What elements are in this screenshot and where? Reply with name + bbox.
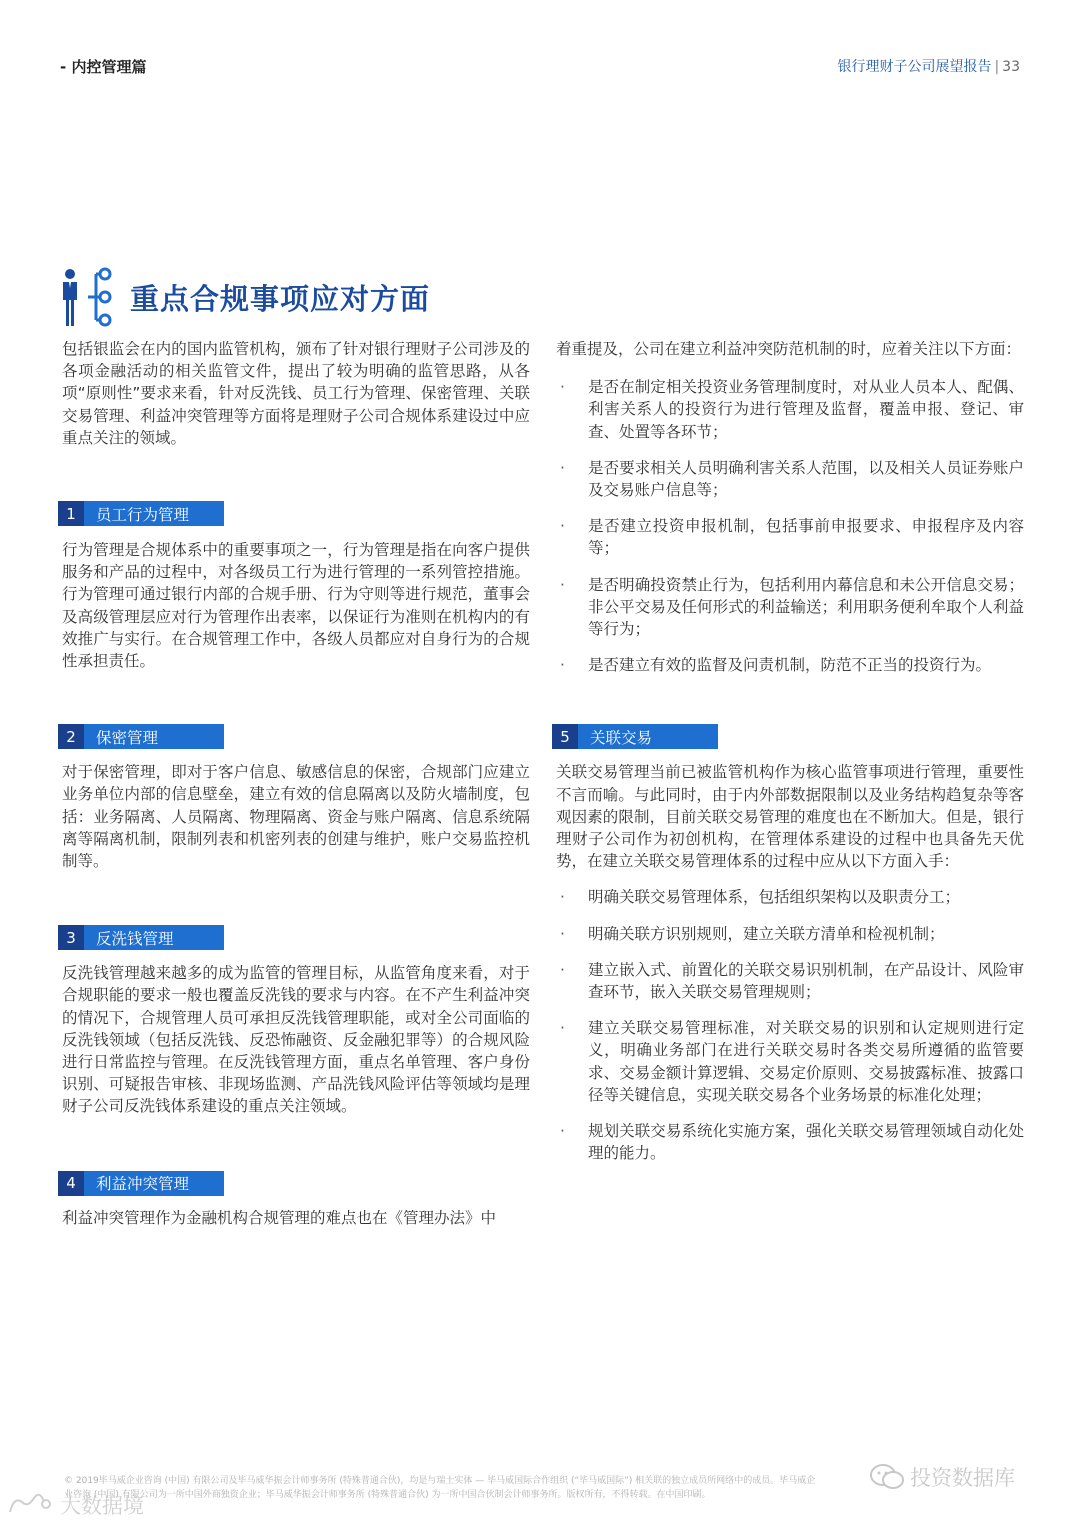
section-body-1: 行为管理是合规体系中的重要事项之一，行为管理是指在向客户提供服务和产品的过程中，对各级员工行为进行管理的一系列管控措施。行为管理可通过银行内部的合规手册、行为守则等进行规范，董事会及高级管理层应对行为管理作出表率，以保证行为准则在机构内的有效推广与实行。在合规管理工作中，各级人员都应对自身行为的合规性承担责任。 — [62, 541, 530, 671]
section-number: 5 — [552, 724, 578, 749]
watermark-right — [870, 1462, 1015, 1492]
bullet-glyph: · — [560, 575, 565, 594]
bullet-glyph: · — [560, 458, 565, 477]
section-title: 员工行为管理 — [84, 501, 224, 526]
section-number: 3 — [58, 925, 84, 950]
bullet-glyph: · — [560, 888, 565, 907]
section-body-4: 利益冲突管理作为金融机构合规管理的难点也在《管理办法》中 — [62, 1208, 497, 1227]
bullet-glyph: · — [560, 517, 565, 536]
bullet-glyph: · — [560, 924, 565, 943]
list-item: · 明确关联交易管理体系，包括组织架构以及职责分工； — [556, 886, 1024, 908]
list-item: · 建立关联交易管理标准，对关联交易的识别和认定规则进行定义，明确业务部门在进行关联交易时各类交易所遵循的监管要求、交易金额计算逻辑、交易定价原则、交易披露标准、披露口径等关键信息，实现关联交易各个业务场景的标准化处理； — [560, 1019, 1024, 1104]
list-item: · 是否建立投资申报机制，包括事前申报要求、申报程序及内容等； — [560, 517, 1024, 558]
section-body-5: 关联交易管理当前已被监管机构作为核心监管事项进行管理，重要性不言而喻。与此同时，由于内外部数据限制以及业务结构趋复杂等客观因素的限制，目前关联交易管理的难度也在不断加大。但是，银行理财子公司作为初创机构，在管理体系建设的过程中也具备先天优势，在建立关联交易管理体系的过程中应从以下方面入手： — [556, 763, 1024, 871]
wechat-icon — [870, 1463, 904, 1491]
section-heading-5 — [552, 724, 718, 749]
bullet-glyph: · — [560, 656, 565, 675]
section-number: 1 — [58, 501, 84, 526]
section-body-3: 反洗钱管理越来越多的成为监管的管理目标，从监管角度来看，对于合规职能的要求一般也覆盖反洗钱的要求与内容。在不产生利益冲突的情况下，合规管理人员可承担反洗钱管理职能，或对全公司面临的反洗钱领域（包括反洗钱、反恐怖融资、反金融犯罪等）的合规风险进行日常监控与管理。在反洗钱管理方面，重点名单管理、客户身份识别、可疑报告审核、非现场监测、产品洗钱风险评估等领域均是理财子公司反洗钱体系建设的重点关注领域。 — [62, 964, 530, 1116]
related-transaction-checklist — [556, 886, 1024, 1164]
footer-line: 业咨询 (中国) 有限公司为一所中国外商独资企业；毕马威华振会计师事务所 (特殊普通合伙) 为一所中国合伙制会计师事务所。版权所有，不得转载。在中国印刷。 — [64, 1490, 711, 1500]
watermark-text: 大数据境 — [60, 1494, 144, 1518]
bullet-glyph: · — [560, 1122, 565, 1141]
section-title: 保密管理 — [84, 724, 224, 749]
footer-line: © 2019毕马威企业咨询 (中国) 有限公司及毕马威华振会计师事务所 (特殊普通合伙)，均是与瑞士实体 — 毕马威国际合作组织 (“毕马威国际”) 相关联的独立成员所网络中的成员。毕马威企 — [64, 1476, 816, 1486]
bullet-glyph: · — [560, 960, 565, 979]
section-heading-1 — [58, 501, 224, 526]
list-item: · 规划关联交易系统化实施方案，强化关联交易管理领域自动化处理的能力。 — [560, 1122, 1024, 1163]
page-number: 33 — [1002, 59, 1020, 75]
org-chart-person-icon — [58, 264, 114, 330]
watermark-text: 投资数据库 — [910, 1466, 1015, 1490]
list-item: · 是否建立有效的监督及问责机制，防范不正当的投资行为。 — [556, 654, 1024, 676]
section-title: 关联交易 — [578, 724, 718, 749]
list-item: · 是否明确投资禁止行为，包括利用内幕信息和未公开信息交易；非公平交易及任何形式的利益输送；利用职务便利牟取个人利益等行为； — [560, 575, 1024, 639]
section-heading-3 — [58, 925, 224, 950]
section-number: 4 — [58, 1171, 84, 1196]
right-column — [556, 338, 1024, 1164]
watermark-logo-icon — [6, 1492, 58, 1518]
report-title: 银行理财子公司展望报告 — [837, 59, 992, 75]
header-separator: | — [994, 59, 1000, 75]
conflict-checklist — [556, 376, 1024, 676]
list-item: · 明确关联方识别规则，建立关联方清单和检视机制； — [556, 923, 1024, 945]
section-heading-4 — [58, 1171, 224, 1196]
section-heading-2 — [58, 724, 224, 749]
watermark-left — [6, 1490, 144, 1520]
list-item: · 是否在制定相关投资业务管理制度时，对从业人员本人、配偶、利害关系人的投资行为进行管理及监督，覆盖申报、登记、审查、处置等各环节； — [560, 378, 1024, 441]
left-column — [62, 338, 530, 1229]
list-item: · 建立嵌入式、前置化的关联交易识别机制，在产品设计、风险审查环节，嵌入关联交易管理规则； — [560, 960, 1024, 1002]
section-body-2: 对于保密管理，即对于客户信息、敏感信息的保密，合规部门应建立业务单位内部的信息壁垒，建立有效的信息隔离以及防火墙制度，包括：业务隔离、人员隔离、物理隔离、资金与账户隔离、信息系统隔离等隔离机制，限制列表和机密列表的创建与维护，账户交易监控机制等。 — [62, 763, 530, 871]
report-header — [837, 56, 1020, 76]
section-title-row — [58, 262, 430, 332]
continuation-paragraph: 着重提及，公司在建立利益冲突防范机制的时，应着关注以下方面： — [556, 340, 1022, 358]
section-label: - 内控管理篇 — [60, 58, 147, 76]
section-title: 利益冲突管理 — [84, 1171, 224, 1196]
copyright-footer — [64, 1474, 884, 1502]
bullet-glyph: · — [560, 1019, 565, 1038]
page-title: 重点合规事项应对方面 — [130, 281, 431, 316]
section-number: 2 — [58, 724, 84, 749]
section-title: 反洗钱管理 — [84, 925, 224, 950]
list-item: · 是否要求相关人员明确利害关系人范围，以及相关人员证券账户及交易账户信息等； — [560, 458, 1024, 500]
intro-paragraph: 包括银监会在内的国内监管机构，颁布了针对银行理财子公司涉及的各项金融活动的相关监管文件，提出了较为明确的监管思路，从各项“原则性”要求来看，针对反洗钱、员工行为管理、保密管理、关联交易管理、利益冲突管理等方面将是理财子公司合规体系建设过中应重点关注的领域。 — [62, 340, 530, 447]
bullet-glyph: · — [560, 378, 565, 397]
